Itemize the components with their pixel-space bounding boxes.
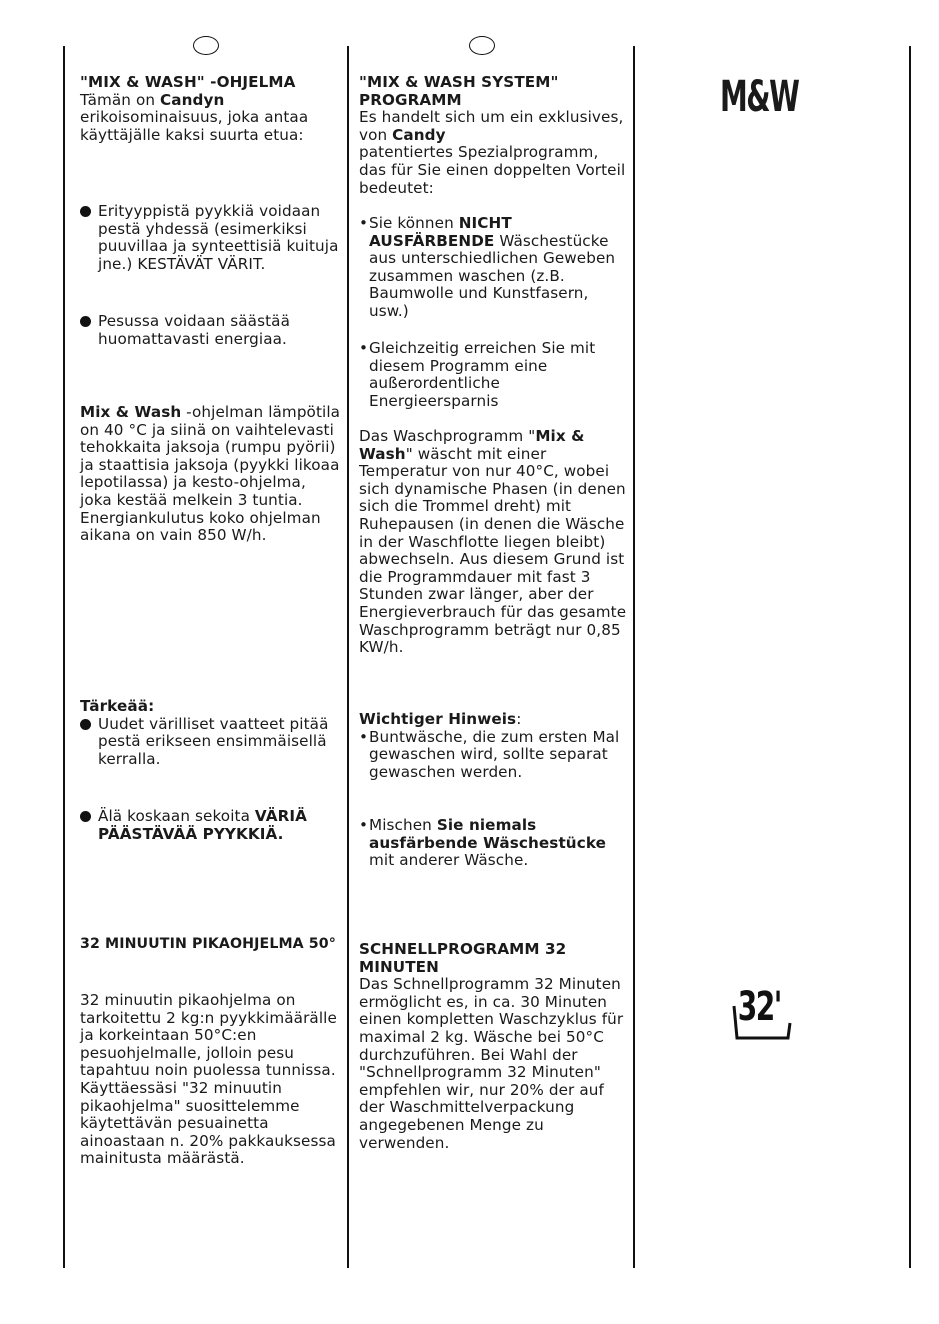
fi-important-title: Tärkeää:: [80, 697, 155, 715]
de-hint-2: • Mischen Sie niemals ausfärbende Wäschestücke mit anderer Wäsche.: [359, 816, 607, 870]
quick-32-tub-icon: [730, 978, 792, 1048]
language-circle-fi: [193, 36, 219, 55]
language-circle-de: [469, 36, 495, 55]
column-de: [359, 74, 627, 197]
bullet-icon: •: [359, 214, 369, 232]
bullet-dot-icon: [80, 811, 91, 822]
quick-32-text: 32': [737, 984, 781, 1031]
fi-brand: Candyn: [160, 90, 225, 109]
fi-energy: Energiankulutus koko ohjelman aikana on vain 850 W/h.: [80, 508, 321, 545]
de-bullet-2: • Gleichzeitig erreichen Sie mit diesem Programm eine außerordentliche Energieersparnis: [359, 339, 596, 410]
fi-intro-2: erikoisominaisuus, joka antaa käyttäjälle kaksi suurta etua:: [80, 108, 309, 144]
divider-left: [63, 46, 65, 1268]
fi-quick-text: 32 minuutin pikaohjelma on tarkoitettu 2 kg:n pyykkimäärälle ja korkeintaan 50°C:en pesuohjelmalle, jolloin pesu tapahtuu noin puolessa tunnissa. Käyttäessäsi "32 minuutin pikaohjelma" suosittelemme käytettävän pesuainetta ainoastaan n. 20% pakkauksessa mainitusta määrästä.: [80, 991, 337, 1168]
de-quick: [359, 941, 627, 1152]
fi-mix-wash: Mix & Wash -ohjelman lämpötila on 40 °C ja siinä on vaihtelevasti tehokkaita jaksoja (rumpu pyörii) ja staattisia jaksoja (pyykki likoaa lepotilassa) ja kesto-ohjelma, joka kestää melkein 3 tuntia. Energiankulutus koko ohjelman aikana on vain 850 W/h.: [80, 403, 341, 545]
fi-quick-title: 32 MINUUTIN PIKAOHJELMA 50°: [80, 936, 336, 952]
de-brand: Candy: [392, 125, 446, 144]
fi-important: Tärkeää: Uudet värilliset vaatteet pitää pestä erikseen ensimmäisellä kerralla.: [80, 698, 342, 768]
mix-wash-symbol-icon: M&W: [720, 72, 799, 122]
de-intro: Es handelt sich um ein exklusives, von Candy: [359, 108, 624, 144]
fi-quick: [80, 936, 342, 954]
fi-important-2: Älä koskaan sekoita VÄRIÄ PÄÄSTÄVÄÄ PYYKKIÄ.: [80, 808, 342, 843]
divider-middle-left: [347, 46, 349, 1268]
de-quick-text: Das Schnellprogramm 32 Minuten ermöglicht es, in ca. 30 Minuten einen kompletten Waschzyklus für maximal 2 kg. Wäsche bei 50°C durchzuführen. Bei Wahl der "Schnellprogramm 32 Minuten" empfehlen wir, nur 20% der auf der Waschmittelverpackung angegebenen Menge zu verwenden.: [359, 975, 624, 1152]
de-hint-title: Wichtiger Hinweis: [359, 710, 517, 728]
de-bullet-1: • Sie können NICHT AUSFÄRBENDE Wäschestücke aus unterschiedlichen Geweben zusammen waschen (z.B. Baumwolle und Kunstfasern, usw.): [359, 214, 616, 320]
fi-bullet-1: Erityyppistä pyykkiä voidaan pestä yhdessä (esimerkiksi puuvillaa ja synteettisiä kuituja jne.) KESTÄVÄT VÄRIT.: [80, 203, 342, 273]
bullet-icon: •: [359, 339, 369, 357]
de-quick-title: SCHNELLPROGRAMM 32 MINUTEN: [359, 940, 567, 976]
de-title: "MIX & WASH SYSTEM" PROGRAMM: [359, 73, 559, 109]
bullet-icon: •: [359, 816, 369, 834]
quick-32-symbol-icon: [730, 978, 792, 1048]
bullet-dot-icon: [80, 316, 91, 327]
fi-title: "MIX & WASH" -OHJELMA: [80, 73, 296, 91]
fi-bullet-2: Pesussa voidaan säästää huomattavasti energiaa.: [80, 313, 342, 348]
divider-right: [909, 46, 911, 1268]
bullet-icon: •: [359, 727, 369, 746]
bullet-dot-icon: [80, 206, 91, 217]
fi-mix-bold: Mix & Wash: [80, 403, 182, 421]
divider-middle-right: [633, 46, 635, 1268]
column-fi: [80, 74, 342, 144]
bullet-dot-icon: [80, 719, 91, 730]
de-hint: Wichtiger Hinweis: • Buntwäsche, die zum ersten Mal gewaschen wird, sollte separat gewaschen werden.: [359, 710, 620, 781]
de-mix-bold: Mix & Wash: [359, 427, 585, 463]
fi-intro: Tämän on Candyn: [80, 90, 225, 109]
de-mix-wash: Das Waschprogramm "Mix & Wash" wäscht mit einer Temperatur von nur 40°C, wobei sich dynamische Phasen (in denen sich die Trommel dreht) mit Ruhepausen (in denen die Wäsche in der Waschflotte liegen bleibt) abwechseln. Aus diesem Grund ist die Programmdauer mit fast 3 Stunden zwar länger, aber der Energieverbrauch für das gesamte Waschprogramm beträgt nur 0,85 KW/h.: [359, 427, 627, 657]
de-intro-2: patentiertes Spezialprogramm, das für Sie einen doppelten Vorteil bedeutet:: [359, 143, 626, 197]
